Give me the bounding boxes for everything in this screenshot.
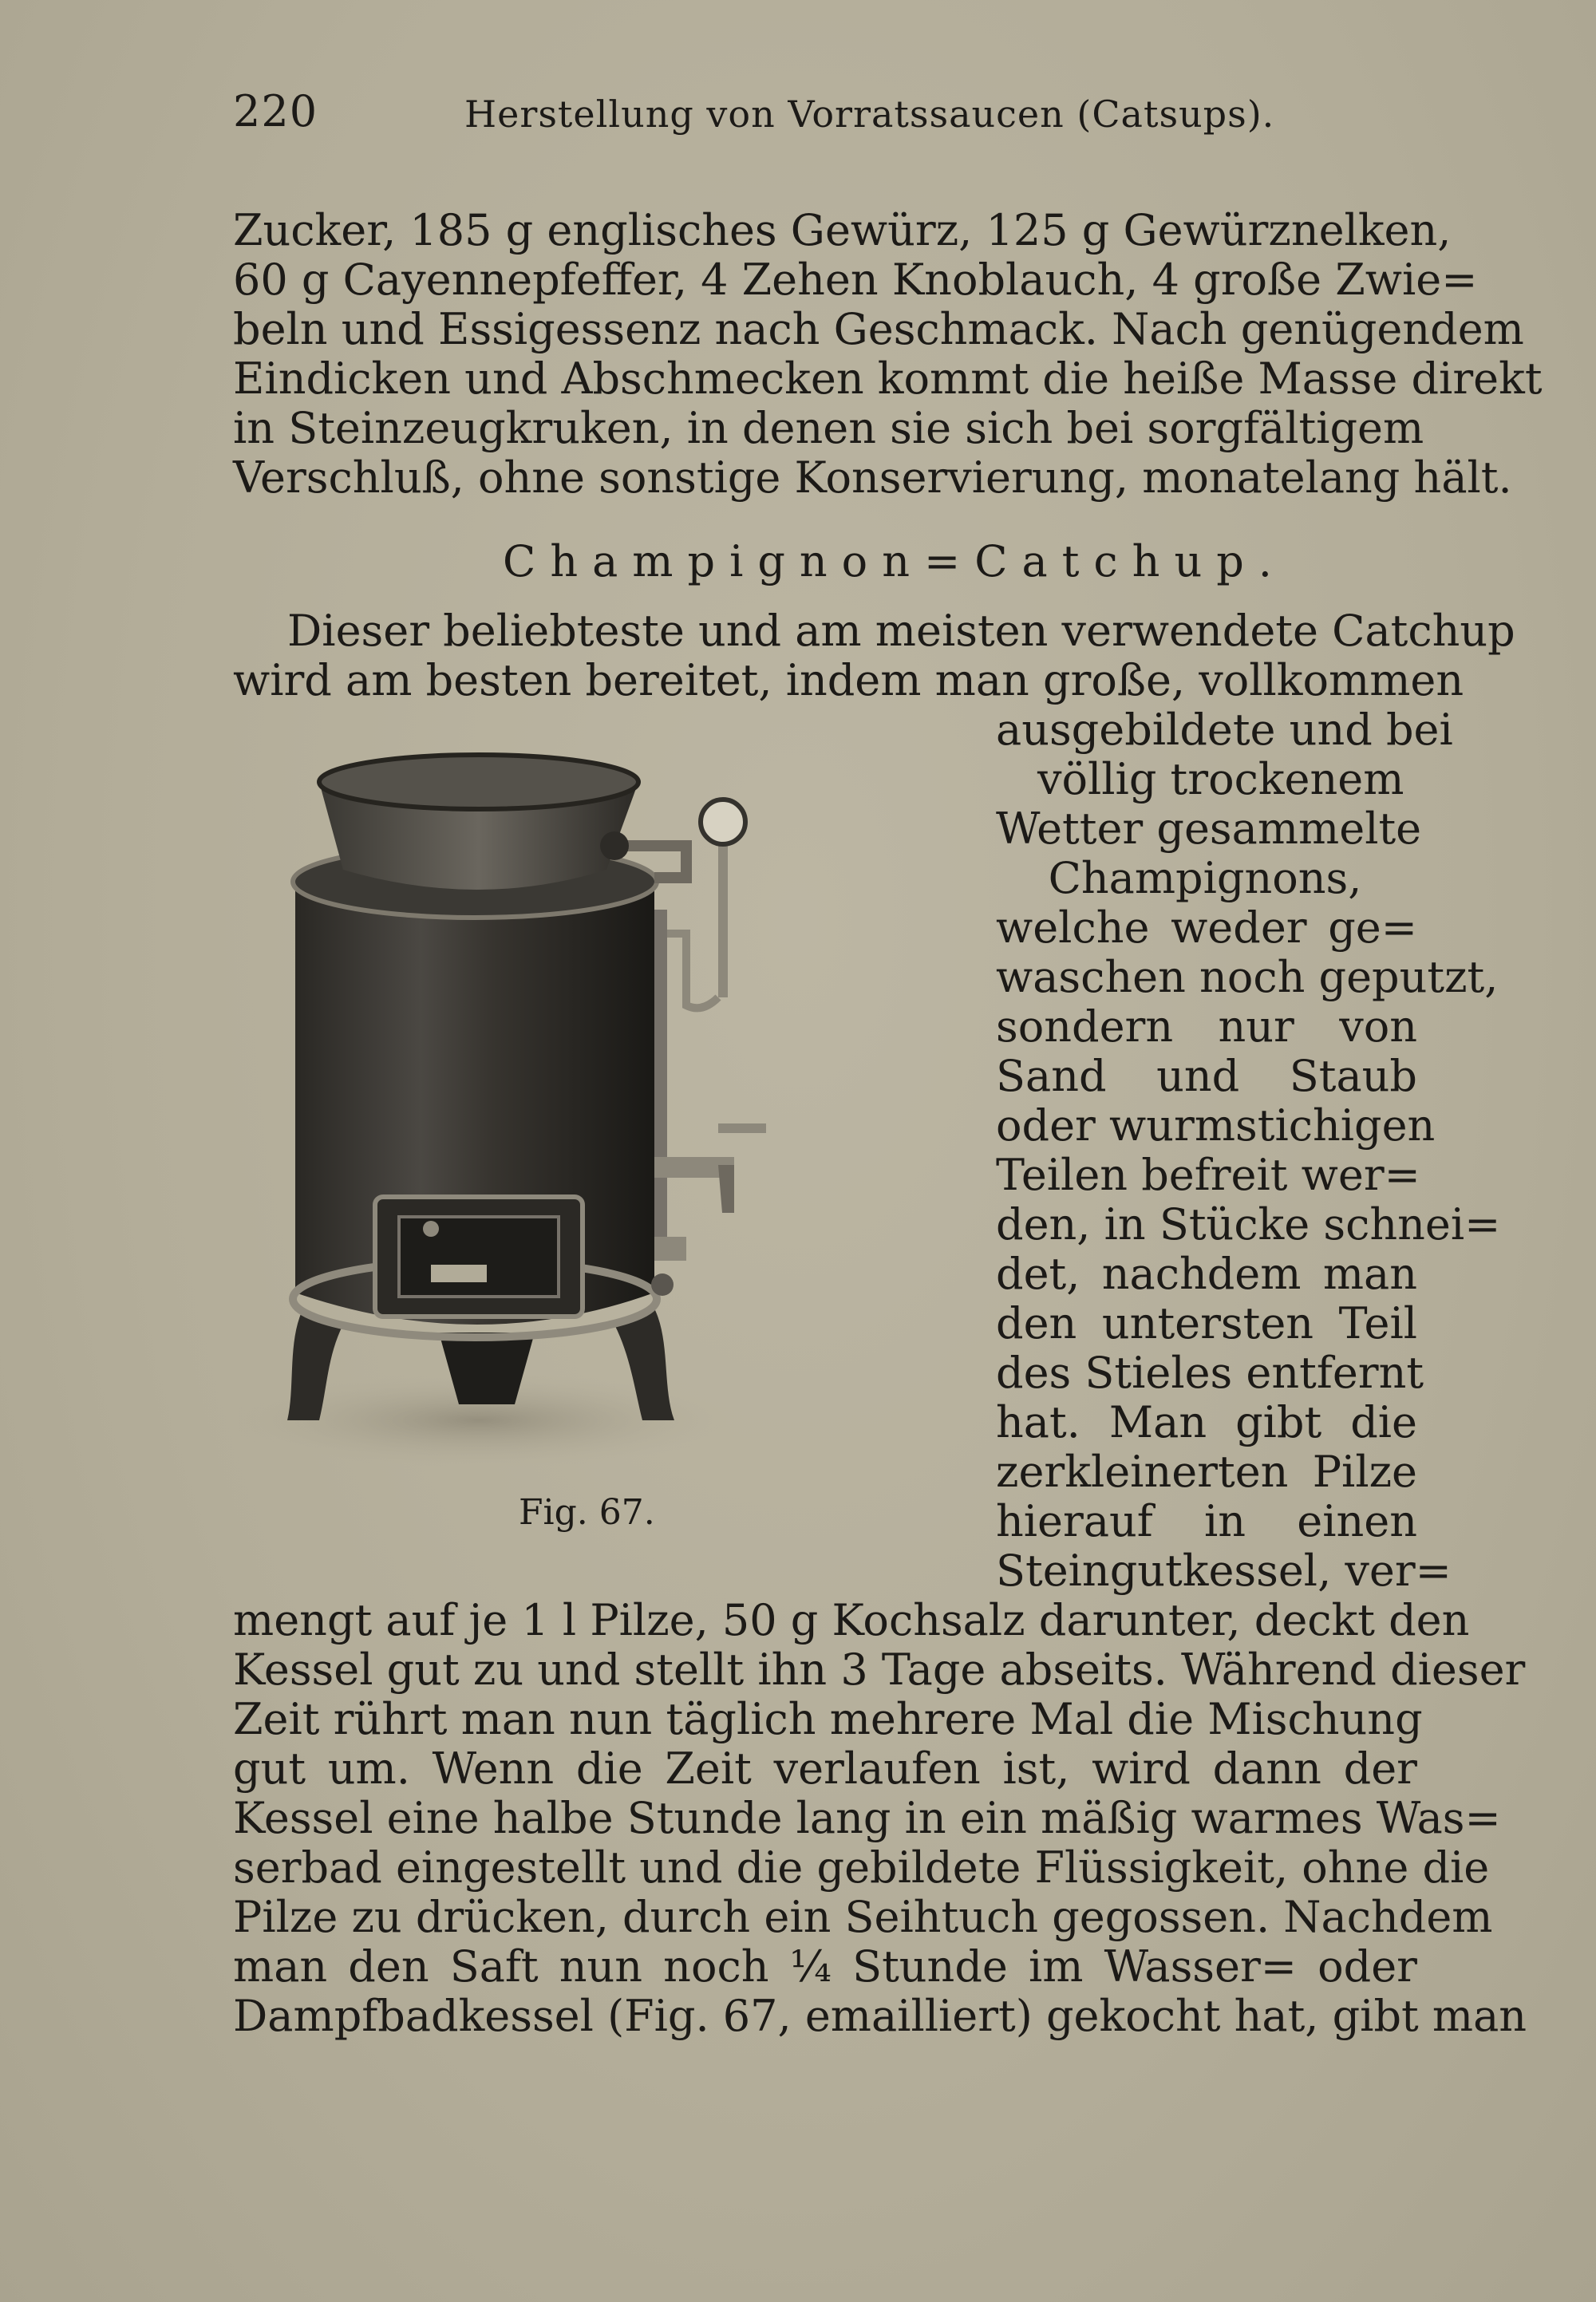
text-line: 60 g Cayennepfeffer, 4 Zehen Knoblauch, 4 große Zwie=	[233, 255, 1478, 305]
text-line: Kessel eine halbe Stunde lang in ein mäßig warmes Was=	[233, 1793, 1501, 1843]
page-header	[233, 86, 1430, 150]
wrap-line: sondern nur von	[996, 1001, 1417, 1052]
text-line: mengt auf je 1 l Pilze, 50 g Kochsalz darunter, deckt den	[233, 1595, 1470, 1645]
text-line: Pilze zu drücken, durch ein Seihtuch gegossen. Nachdem	[233, 1892, 1493, 1942]
steam-kettle-illustration	[239, 750, 958, 1468]
wrap-line: hat. Man gibt die	[996, 1397, 1417, 1447]
kettle-drawing	[239, 750, 958, 1468]
wrap-line: Teilen befreit wer=	[996, 1150, 1420, 1200]
wrap-line: des Stieles entfernt	[996, 1348, 1424, 1398]
running-title: Herstellung von Vorratssaucen (Catsups).	[464, 93, 1275, 136]
text-line: Dampfbadkessel (Fig. 67, emailliert) gekocht hat, gibt man	[233, 1991, 1527, 2041]
wrap-line: welche weder ge=	[996, 902, 1417, 953]
wrap-line: den, in Stücke schnei=	[996, 1199, 1501, 1250]
text-line: man den Saft nun noch ¼ Stunde im Wasser= oder	[233, 1941, 1417, 1992]
wrap-line: Champignons,	[1048, 853, 1362, 903]
wrap-line: völlig trockenem	[1037, 754, 1404, 804]
wrap-line: waschen noch geputzt,	[996, 952, 1499, 1002]
wrap-line: Wetter gesammelte	[996, 804, 1422, 854]
text-line: wird am besten bereitet, indem man große, vollkommen	[233, 655, 1464, 705]
wrap-line: den untersten Teil	[996, 1298, 1417, 1348]
text-line: gut um. Wenn die Zeit verlaufen ist, wird dann der	[233, 1743, 1417, 1794]
wrap-line: Sand und Staub	[996, 1051, 1417, 1101]
wrap-line: zerkleinerten Pilze	[996, 1447, 1417, 1497]
text-line: beln und Essigessenz nach Geschmack. Nach genügendem	[233, 304, 1524, 354]
text-line: Dieser beliebteste und am meisten verwendete Catchup	[287, 606, 1515, 656]
wrap-line: det, nachdem man	[996, 1249, 1417, 1299]
text-line: Zeit rührt man nun täglich mehrere Mal die Mischung	[233, 1694, 1423, 1744]
page-number: 220	[233, 86, 318, 136]
wrap-line: hierauf in einen	[996, 1496, 1417, 1546]
text-line: serbad eingestellt und die gebildete Flüssigkeit, ohne die	[233, 1842, 1490, 1893]
wrap-line: Steingutkessel, ver=	[996, 1546, 1452, 1596]
text-line: Eindicken und Abschmecken kommt die heiße Masse direkt	[233, 353, 1543, 404]
wrap-line: ausgebildete und bei	[996, 705, 1453, 755]
text-line: Verschluß, ohne sonstige Konservierung, monatelang hält.	[233, 452, 1512, 503]
figure-caption: Fig. 67.	[519, 1492, 655, 1533]
wrap-line: oder wurmstichigen	[996, 1100, 1436, 1151]
section-heading: Champignon=Catchup.	[503, 536, 1286, 586]
text-line: Kessel gut zu und stellt ihn 3 Tage abseits. Während dieser	[233, 1645, 1526, 1695]
text-line: Zucker, 185 g englisches Gewürz, 125 g Gewürznelken,	[233, 205, 1452, 255]
text-line: in Steinzeugkruken, in denen sie sich bei sorgfältigem	[233, 403, 1424, 453]
